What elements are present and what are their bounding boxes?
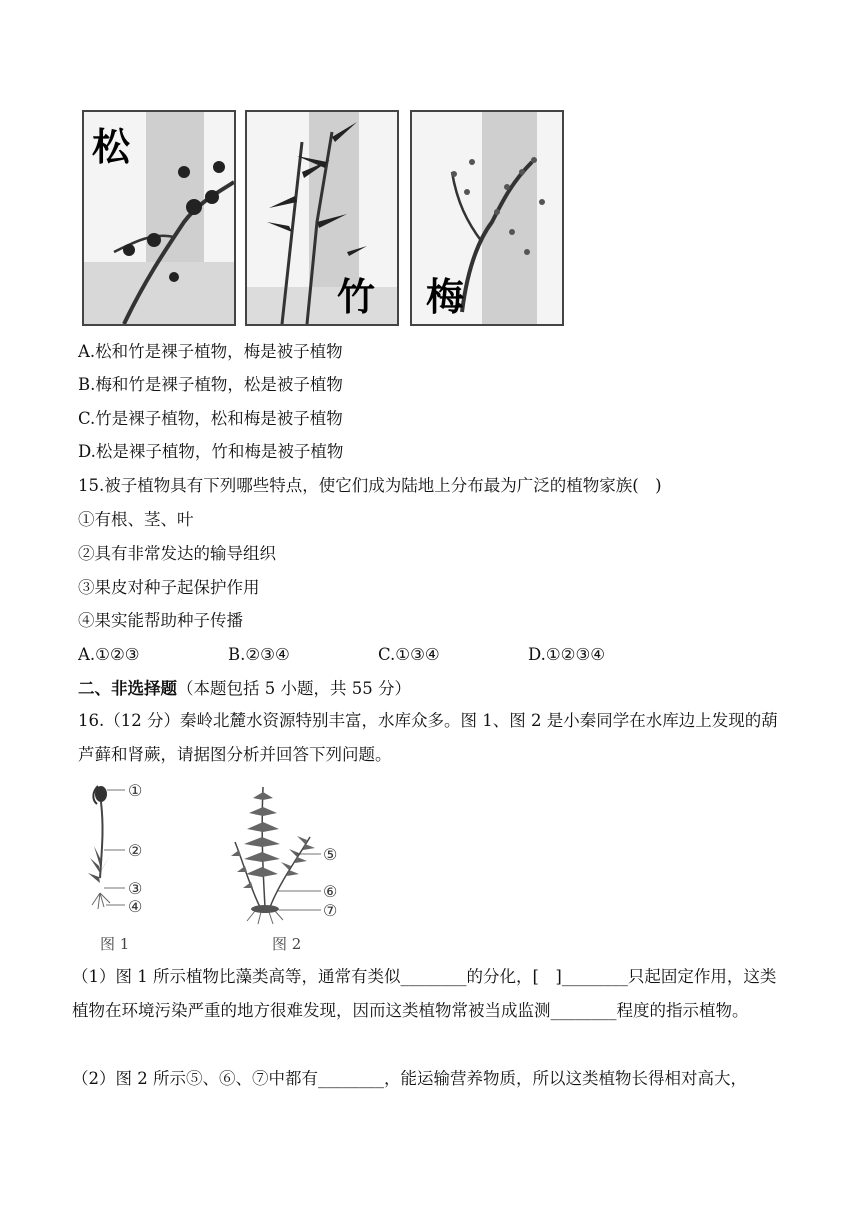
q15-item-2: ②具有非常发达的输导组织 bbox=[78, 544, 276, 563]
q14-option-c: C.竹是裸子植物，松和梅是被子植物 bbox=[78, 409, 343, 428]
q16-stem: 16.（12 分）秦岭北麓水资源特别丰富，水库众多。图 1、图 2 是小秦同学在水库边上发现的葫芦藓和肾蕨，请据图分析并回答下列问题。 bbox=[78, 711, 778, 764]
q15-choice-c: C.①③④ bbox=[378, 645, 440, 664]
q16-sub2: （2）图 2 所示⑤、⑥、⑦中都有________，能运输营养物质，所以这类植物长得相对高大， bbox=[72, 1069, 747, 1088]
moss-figure bbox=[80, 778, 160, 928]
bamboo-painting bbox=[245, 110, 399, 326]
q14-option-a: A.松和竹是裸子植物，梅是被子植物 bbox=[78, 342, 343, 361]
q14-option-b: B.梅和竹是裸子植物，松是被子植物 bbox=[78, 375, 343, 394]
q16-sub1: （1）图 1 所示植物比藻类高等，通常有类似________的分化，[ ]________只起固定作用，这类植物在环境污染严重的地方很难发现，因而这类植物常被当成监测________程度的指示植物。 bbox=[72, 967, 777, 1020]
section-heading bbox=[78, 678, 411, 700]
q14-option-d: D.松是裸子植物，竹和梅是被子植物 bbox=[78, 442, 344, 461]
q15-item-3: ③果皮对种子起保护作用 bbox=[78, 578, 260, 597]
pine-painting bbox=[82, 110, 236, 326]
q15-item-4: ④果实能帮助种子传播 bbox=[78, 611, 243, 630]
moss-mark-2: ② bbox=[128, 841, 143, 860]
section-title: 二、非选择题 bbox=[78, 679, 177, 698]
bamboo-char: 竹 bbox=[337, 275, 376, 319]
q15-choice-a: A.①②③ bbox=[78, 645, 140, 664]
fern-mark-6: ⑥ bbox=[323, 882, 338, 901]
fern-mark-5: ⑤ bbox=[323, 845, 338, 864]
fern-figure bbox=[225, 782, 355, 928]
moss-mark-3: ③ bbox=[128, 879, 143, 898]
fig1-label: 图 1 bbox=[100, 935, 130, 953]
fig2-label: 图 2 bbox=[272, 935, 302, 953]
plum-char: 梅 bbox=[426, 275, 465, 319]
q15-choice-d: D.①②③④ bbox=[528, 645, 606, 664]
fern-mark-7: ⑦ bbox=[323, 901, 338, 920]
plum-painting bbox=[410, 110, 564, 326]
moss-mark-1: ① bbox=[128, 781, 143, 800]
moss-mark-4: ④ bbox=[128, 897, 143, 916]
q15-stem: 15.被子植物具有下列哪些特点，使它们成为陆地上分布最为广泛的植物家族( ) bbox=[78, 476, 662, 495]
section-note: （本题包括 5 小题，共 55 分） bbox=[177, 679, 411, 698]
pine-char: 松 bbox=[92, 125, 131, 169]
q15-item-1: ①有根、茎、叶 bbox=[78, 510, 194, 529]
q15-choice-b: B.②③④ bbox=[228, 645, 290, 664]
